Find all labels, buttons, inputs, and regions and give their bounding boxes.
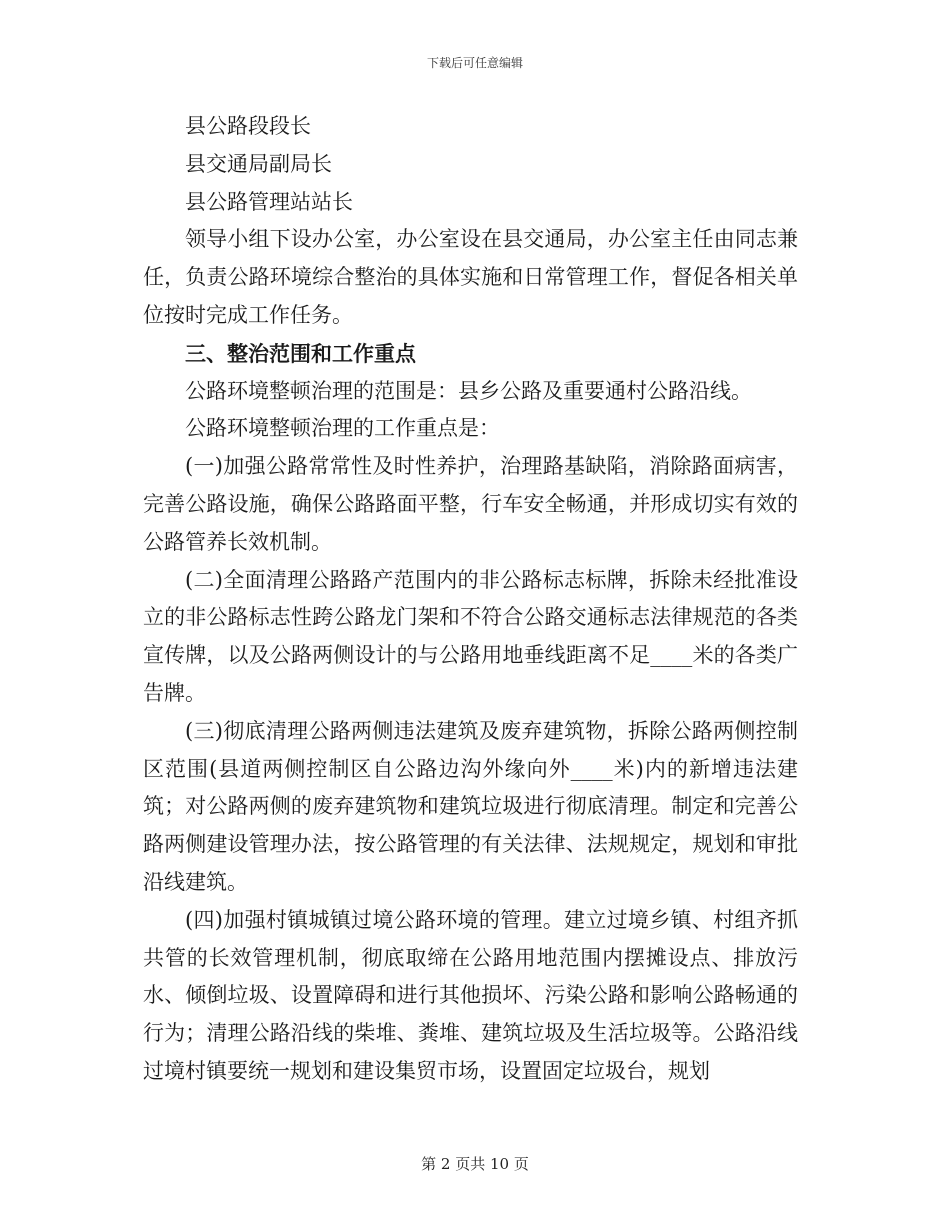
paragraph-item-4: (四)加强村镇城镇过境公路环境的管理。建立过境乡镇、村组齐抓共管的长效管理机制，彻底取缔在公路用地范围内摆摊设点、排放污水、倾倒垃圾、设置障碍和进行其他损坏、污染公路和影响公路畅通的行为；清理公路沿线的柴堆、粪堆、建筑垃圾及生活垃圾等。公路沿线过境村镇要统一规划和建设集贸市场，设置固定垃圾台，规划: [143, 907, 798, 1083]
paragraph-focus-intro: 公路环境整顿治理的工作重点是：: [185, 416, 500, 441]
paragraph-title-1: 县公路段段长: [185, 114, 311, 138]
document-body: [143, 108, 798, 1091]
paragraph-scope: 公路环境整顿治理的范围是：县乡公路及重要通村公路沿线。: [185, 378, 752, 403]
paragraph-item-3: (三)彻底清理公路两侧违法建筑及废弃建筑物，拆除公路两侧控制区范围(县道两侧控制区自公路边沟外缘向外____米)内的新增违法建筑；对公路两侧的废弃建筑物和建筑垃圾进行彻底清理。制定和完善公路两侧建设管理办法，按公路管理的有关法律、法规规定，规划和审批沿线建筑。: [143, 718, 798, 894]
section-heading: 三、整治范围和工作重点: [185, 340, 416, 366]
header-note: 下载后可任意编辑: [426, 56, 523, 70]
paragraph-item-2: (二)全面清理公路路产范围内的非公路标志标牌，拆除未经批准设立的非公路标志性跨公路龙门架和不符合公路交通标志法律规范的各类宣传牌，以及公路两侧设计的与公路用地垂线距离不足____米的各类广告牌。: [143, 567, 798, 705]
paragraph-office: 领导小组下设办公室，办公室设在县交通局，办公室主任由同志兼任，负责公路环境综合整治的具体实施和日常管理工作，督促各相关单位按时完成工作任务。: [143, 227, 798, 327]
paragraph-title-2: 县交通局副局长: [185, 151, 332, 176]
paragraph-item-1: (一)加强公路常常性及时性养护，治理路基缺陷，消除路面病害，完善公路设施，确保公路路面平整，行车安全畅通，并形成切实有效的公路管养长效机制。: [143, 454, 798, 554]
page-number: 第 2 页共 10 页: [421, 1155, 529, 1173]
paragraph-title-3: 县公路管理站站长: [185, 189, 353, 214]
